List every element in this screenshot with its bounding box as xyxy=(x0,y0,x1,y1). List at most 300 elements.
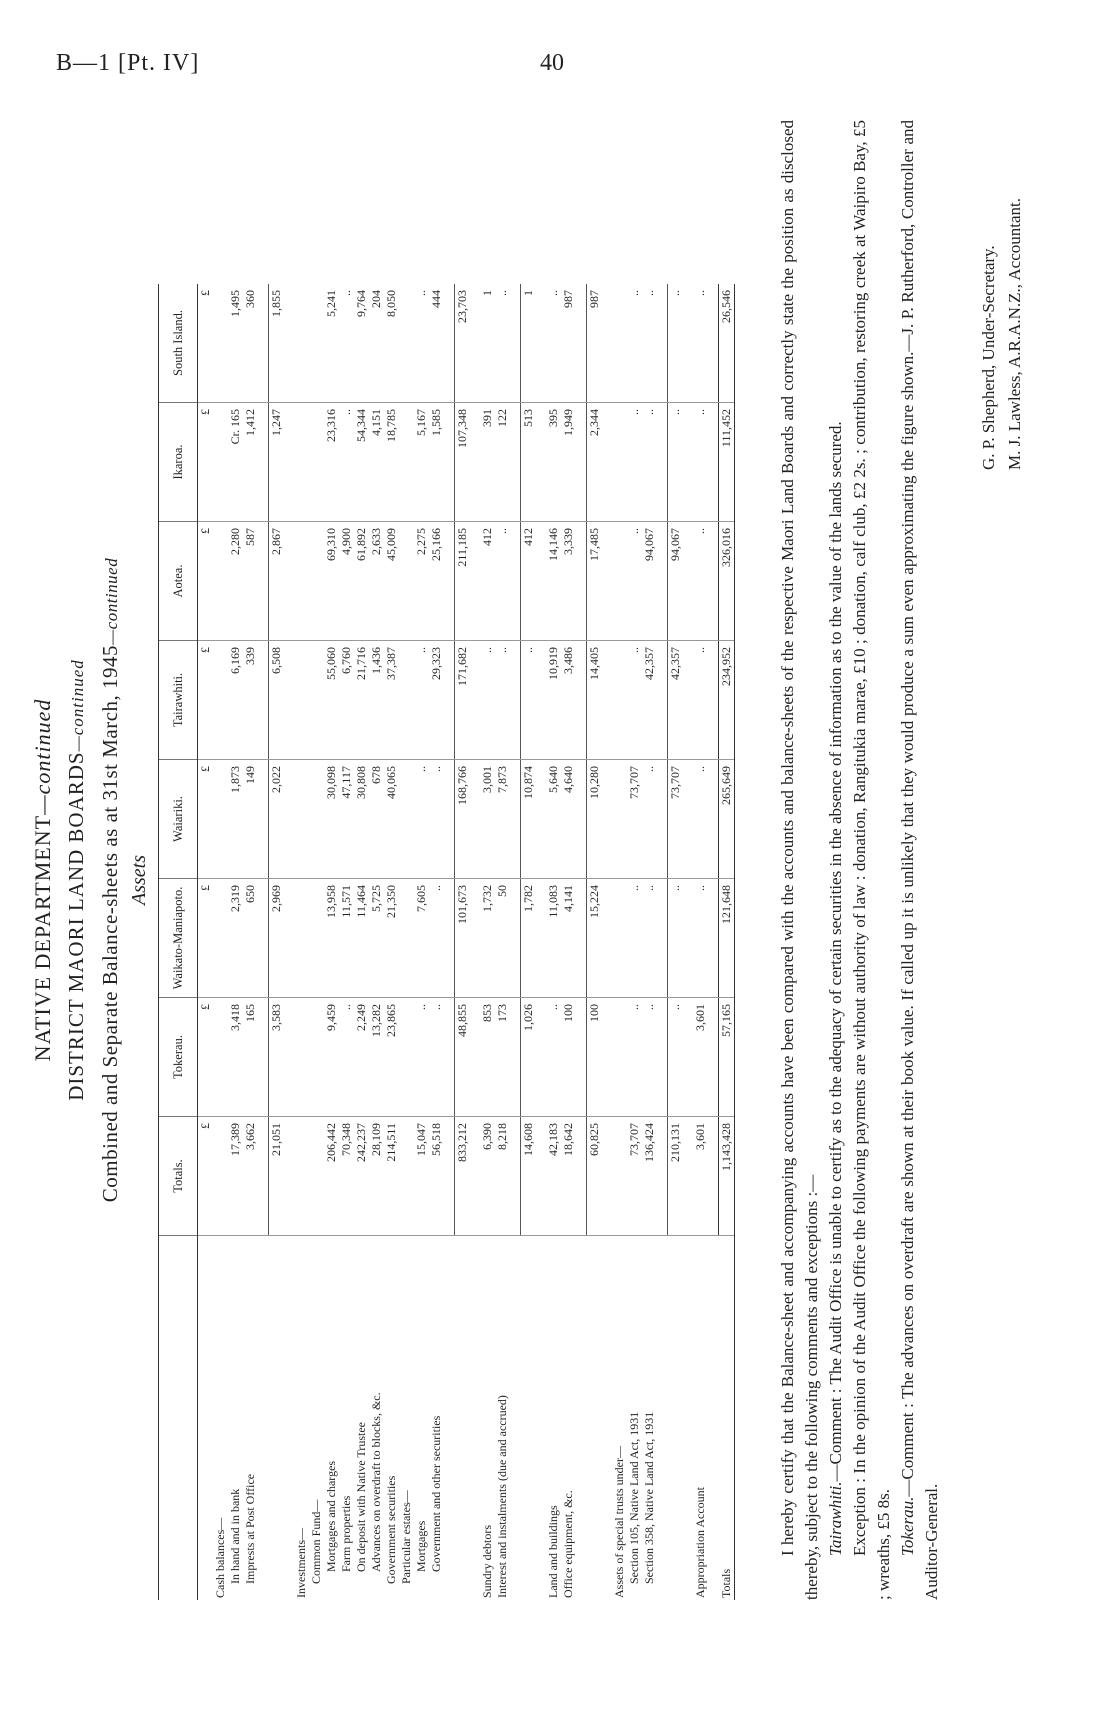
value-cell: 42,357 xyxy=(642,641,657,760)
tairawhiti-label: Tairawhiti. xyxy=(826,1481,845,1556)
table-row xyxy=(612,284,627,1600)
department-heading xyxy=(30,100,56,1660)
value-cell xyxy=(612,1117,627,1236)
value-cell: 1,585 xyxy=(429,403,444,522)
spacer-cell xyxy=(576,760,587,879)
spacer-cell xyxy=(602,998,612,1117)
row-label xyxy=(198,1236,214,1601)
value-cell: 513 xyxy=(521,403,537,522)
row-label: In hand and in bank xyxy=(228,1488,242,1584)
row-label: On deposit with Native Trustee xyxy=(354,1422,368,1572)
value-cell: .. xyxy=(429,760,444,879)
spacer-cell xyxy=(284,641,294,760)
value-cell: .. xyxy=(429,879,444,998)
spacer-cell xyxy=(576,1236,587,1601)
balance-sheet-continued: —continued xyxy=(102,557,121,645)
table-body xyxy=(198,284,735,1600)
value-cell: 168,766 xyxy=(455,760,471,879)
value-cell: 3,486 xyxy=(561,641,576,760)
spacer-cell xyxy=(444,522,455,641)
table-row xyxy=(495,284,510,1600)
spacer-cell xyxy=(536,1117,546,1236)
value-cell: .. xyxy=(642,760,657,879)
table-row xyxy=(657,284,668,1600)
value-cell xyxy=(309,641,324,760)
spacer-cell xyxy=(258,284,269,403)
value-cell: 444 xyxy=(429,284,444,403)
value-cell: 2,633 xyxy=(369,522,384,641)
value-cell: 10,874 xyxy=(521,760,537,879)
page-reference: B—1 [Pt. IV] xyxy=(56,50,200,76)
spacer-cell xyxy=(657,641,668,760)
value-cell: 650 xyxy=(243,879,258,998)
table-row xyxy=(309,284,324,1600)
spacer-cell xyxy=(284,1117,294,1236)
table-row xyxy=(521,284,537,1600)
spacer-cell xyxy=(708,998,719,1117)
value-cell: 6,169 xyxy=(228,641,243,760)
value-cell: 73,707 xyxy=(668,760,684,879)
value-cell: .. xyxy=(668,403,684,522)
value-cell: 1,247 xyxy=(269,403,285,522)
spacer-cell xyxy=(284,879,294,998)
spacer-cell xyxy=(576,1117,587,1236)
table-row xyxy=(429,284,444,1600)
spacer-cell xyxy=(536,403,546,522)
value-cell: 40,065 xyxy=(384,760,399,879)
spacer-cell xyxy=(683,403,693,522)
spacer-cell xyxy=(444,641,455,760)
value-cell: 55,060 xyxy=(324,641,339,760)
value-cell: 6,508 xyxy=(269,641,285,760)
value-cell: .. xyxy=(693,284,708,403)
value-cell xyxy=(309,879,324,998)
value-cell: 42,183 xyxy=(546,1117,561,1236)
column-header: Totals. xyxy=(159,1117,198,1236)
row-label: Particular estates— xyxy=(399,1490,413,1584)
value-cell: 18,785 xyxy=(384,403,399,522)
spacer-cell xyxy=(510,522,521,641)
spacer-cell xyxy=(576,403,587,522)
value-cell: 3,662 xyxy=(243,1117,258,1236)
spacer-cell xyxy=(683,641,693,760)
table-row xyxy=(602,284,612,1600)
table-row xyxy=(642,284,657,1600)
value-cell: 5,725 xyxy=(369,879,384,998)
value-cell: 206,442 xyxy=(324,1117,339,1236)
value-cell xyxy=(612,522,627,641)
value-cell: .. xyxy=(627,284,642,403)
value-cell: 57,165 xyxy=(719,998,735,1117)
spacer-cell xyxy=(444,1117,455,1236)
spacer-cell xyxy=(602,879,612,998)
value-cell: 1,143,428 xyxy=(719,1117,735,1236)
row-label: Sundry debtors xyxy=(480,1525,494,1598)
section-heading: Assets xyxy=(128,855,150,905)
spacer-cell xyxy=(657,522,668,641)
value-cell: .. xyxy=(627,879,642,998)
value-cell: 391 xyxy=(480,403,495,522)
value-cell: 21,051 xyxy=(269,1117,285,1236)
value-cell: 73,707 xyxy=(627,760,642,879)
row-label xyxy=(587,1236,603,1601)
value-cell: 100 xyxy=(561,998,576,1117)
spacer-cell xyxy=(258,403,269,522)
table-row xyxy=(546,284,561,1600)
spacer-cell xyxy=(284,403,294,522)
value-cell: 69,310 xyxy=(324,522,339,641)
spacer-cell xyxy=(510,1117,521,1236)
spacer-cell xyxy=(536,879,546,998)
value-cell: 107,348 xyxy=(455,403,471,522)
value-cell: .. xyxy=(339,403,354,522)
column-header: Waiariki. xyxy=(159,760,198,879)
row-label xyxy=(455,1236,471,1601)
column-header: Tairawhiti. xyxy=(159,641,198,760)
spacer-cell xyxy=(444,879,455,998)
spacer-cell xyxy=(258,998,269,1117)
spacer-cell xyxy=(470,998,480,1117)
value-cell: 4,900 xyxy=(339,522,354,641)
spacer-cell xyxy=(258,1117,269,1236)
value-cell: 54,344 xyxy=(354,403,369,522)
spacer-cell xyxy=(708,284,719,403)
signatures xyxy=(976,198,1028,470)
signature-under-secretary: G. P. Shepherd, Under-Secretary. xyxy=(979,245,998,470)
value-cell: 17,389 xyxy=(228,1117,243,1236)
value-cell: 853 xyxy=(480,998,495,1117)
value-cell: .. xyxy=(693,641,708,760)
value-cell: 60,825 xyxy=(587,1117,603,1236)
table-row xyxy=(354,284,369,1600)
value-cell: 211,185 xyxy=(455,522,471,641)
spacer-cell xyxy=(683,1236,693,1601)
value-cell: 26,546 xyxy=(719,284,735,403)
spacer-cell xyxy=(576,879,587,998)
table-row xyxy=(708,284,719,1600)
table-row xyxy=(561,284,576,1600)
value-cell: .. xyxy=(429,998,444,1117)
value-cell: .. xyxy=(693,879,708,998)
value-cell: 28,109 xyxy=(369,1117,384,1236)
value-cell: £ xyxy=(198,1117,214,1236)
value-cell: .. xyxy=(642,879,657,998)
table-row xyxy=(455,284,471,1600)
value-cell: 1,412 xyxy=(243,403,258,522)
department-continued: —continued xyxy=(30,698,55,815)
value-cell: 111,452 xyxy=(719,403,735,522)
value-cell: .. xyxy=(546,998,561,1117)
value-cell: 987 xyxy=(561,284,576,403)
certificate-tairawhiti xyxy=(824,120,848,1600)
value-cell xyxy=(612,879,627,998)
spacer-cell xyxy=(444,998,455,1117)
value-cell: 121,648 xyxy=(719,879,735,998)
value-cell: 11,083 xyxy=(546,879,561,998)
value-cell: 204 xyxy=(369,284,384,403)
boards-title: DISTRICT MAORI LAND BOARDS xyxy=(64,751,88,1101)
value-cell: 5,640 xyxy=(546,760,561,879)
spacer-cell xyxy=(284,998,294,1117)
value-cell: 2,969 xyxy=(269,879,285,998)
value-cell: 1,436 xyxy=(369,641,384,760)
value-cell xyxy=(399,641,414,760)
value-cell: 234,952 xyxy=(719,641,735,760)
value-cell: .. xyxy=(414,284,429,403)
value-cell xyxy=(294,641,309,760)
table-row xyxy=(444,284,455,1600)
row-label: Investments— xyxy=(294,1528,308,1598)
spacer-cell xyxy=(536,760,546,879)
value-cell: 10,919 xyxy=(546,641,561,760)
value-cell: .. xyxy=(521,641,537,760)
table-row xyxy=(470,284,480,1600)
spacer-cell xyxy=(576,284,587,403)
spacer-cell xyxy=(602,403,612,522)
column-header-label xyxy=(159,1236,198,1601)
spacer-cell xyxy=(708,760,719,879)
value-cell: 122 xyxy=(495,403,510,522)
value-cell: 3,001 xyxy=(480,760,495,879)
value-cell xyxy=(612,403,627,522)
spacer-cell xyxy=(708,1117,719,1236)
spacer-cell xyxy=(510,879,521,998)
spacer-cell xyxy=(708,879,719,998)
row-label xyxy=(269,1236,285,1601)
value-cell: 242,237 xyxy=(354,1117,369,1236)
value-cell: 6,390 xyxy=(480,1117,495,1236)
table-row xyxy=(339,284,354,1600)
row-label: Assets of special trusts under— xyxy=(612,1446,626,1598)
page-number: 40 xyxy=(540,50,564,76)
value-cell: 56,518 xyxy=(429,1117,444,1236)
value-cell: 18,642 xyxy=(561,1117,576,1236)
row-label: Office equipment, &c. xyxy=(561,1490,575,1598)
value-cell xyxy=(399,879,414,998)
spacer-cell xyxy=(510,1236,521,1601)
value-cell: 3,339 xyxy=(561,522,576,641)
value-cell: 50 xyxy=(495,879,510,998)
value-cell: 94,067 xyxy=(668,522,684,641)
value-cell: 29,323 xyxy=(429,641,444,760)
value-cell: 678 xyxy=(369,760,384,879)
value-cell: £ xyxy=(198,760,214,879)
value-cell: £ xyxy=(198,998,214,1117)
spacer-cell xyxy=(444,403,455,522)
value-cell: .. xyxy=(414,998,429,1117)
value-cell: £ xyxy=(198,403,214,522)
value-cell xyxy=(213,641,228,760)
balance-sheet-title: Combined and Separate Balance-sheets as at 31st March, 1945 xyxy=(98,644,122,1203)
value-cell: .. xyxy=(414,641,429,760)
table-row xyxy=(576,284,587,1600)
spacer-cell xyxy=(444,284,455,403)
value-cell: 61,892 xyxy=(354,522,369,641)
table-row xyxy=(510,284,521,1600)
spacer-cell xyxy=(470,522,480,641)
row-label: Advances on overdraft to blocks, &c. xyxy=(369,1392,383,1572)
row-label: Common Fund— xyxy=(309,1499,323,1584)
value-cell: .. xyxy=(668,284,684,403)
value-cell: .. xyxy=(627,403,642,522)
spacer-cell xyxy=(602,522,612,641)
department-title: NATIVE DEPARTMENT xyxy=(30,814,55,1062)
value-cell: 4,640 xyxy=(561,760,576,879)
spacer-cell xyxy=(284,522,294,641)
value-cell: 360 xyxy=(243,284,258,403)
column-header: Aotea. xyxy=(159,522,198,641)
value-cell: 171,682 xyxy=(455,641,471,760)
value-cell: 2,022 xyxy=(269,760,285,879)
value-cell xyxy=(612,284,627,403)
spacer-cell xyxy=(444,760,455,879)
spacer-cell xyxy=(683,1117,693,1236)
spacer-cell xyxy=(708,522,719,641)
value-cell xyxy=(399,998,414,1117)
value-cell: 1,855 xyxy=(269,284,285,403)
spacer-cell xyxy=(258,641,269,760)
value-cell: .. xyxy=(627,641,642,760)
value-cell xyxy=(213,879,228,998)
row-label: Government securities xyxy=(384,1475,398,1584)
spacer-cell xyxy=(683,522,693,641)
spacer-cell xyxy=(576,522,587,641)
value-cell: 265,649 xyxy=(719,760,735,879)
value-cell: 2,344 xyxy=(587,403,603,522)
spacer-cell xyxy=(602,284,612,403)
value-cell xyxy=(399,760,414,879)
value-cell: 25,166 xyxy=(429,522,444,641)
value-cell: 45,009 xyxy=(384,522,399,641)
value-cell: 2,319 xyxy=(228,879,243,998)
value-cell xyxy=(213,760,228,879)
row-label: Section 105, Native Land Act, 1931 xyxy=(627,1411,641,1584)
value-cell: 1 xyxy=(521,284,537,403)
value-cell: 48,855 xyxy=(455,998,471,1117)
spacer-cell xyxy=(470,641,480,760)
value-cell xyxy=(294,522,309,641)
value-cell: 13,958 xyxy=(324,879,339,998)
value-cell: Cr. 165 xyxy=(228,403,243,522)
signature-accountant: M. J. Lawless, A.R.A.N.Z., Accountant. xyxy=(1005,198,1024,470)
value-cell: 5,167 xyxy=(414,403,429,522)
value-cell: 14,405 xyxy=(587,641,603,760)
column-header: Tokerau. xyxy=(159,998,198,1117)
spacer-cell xyxy=(683,284,693,403)
table-row xyxy=(213,284,228,1600)
table-row xyxy=(258,284,269,1600)
spacer-cell xyxy=(284,760,294,879)
value-cell xyxy=(213,403,228,522)
value-cell: £ xyxy=(198,284,214,403)
value-cell: 9,459 xyxy=(324,998,339,1117)
value-cell xyxy=(309,1117,324,1236)
value-cell: .. xyxy=(546,284,561,403)
value-cell: 23,316 xyxy=(324,403,339,522)
value-cell: 395 xyxy=(546,403,561,522)
value-cell: 30,098 xyxy=(324,760,339,879)
value-cell: 2,867 xyxy=(269,522,285,641)
spacer-cell xyxy=(657,1117,668,1236)
spacer-cell xyxy=(258,760,269,879)
value-cell xyxy=(213,998,228,1117)
value-cell: 1,026 xyxy=(521,998,537,1117)
spacer-cell xyxy=(657,284,668,403)
spacer-cell xyxy=(470,403,480,522)
value-cell xyxy=(309,284,324,403)
row-label: Farm properties xyxy=(339,1495,353,1572)
value-cell: 1 xyxy=(480,284,495,403)
value-cell: 210,131 xyxy=(668,1117,684,1236)
table-row xyxy=(284,284,294,1600)
balance-sheet-heading xyxy=(98,100,123,1660)
value-cell: 37,387 xyxy=(384,641,399,760)
spacer-cell xyxy=(258,522,269,641)
row-label: Land and buildings xyxy=(546,1505,560,1598)
spacer-cell xyxy=(683,998,693,1117)
spacer-cell xyxy=(510,641,521,760)
spacer-cell xyxy=(536,998,546,1117)
value-cell: 2,275 xyxy=(414,522,429,641)
table-row xyxy=(668,284,684,1600)
value-cell: 5,241 xyxy=(324,284,339,403)
value-cell xyxy=(309,403,324,522)
value-cell: 2,249 xyxy=(354,998,369,1117)
value-cell xyxy=(294,879,309,998)
row-label: Mortgages and charges xyxy=(324,1460,338,1572)
value-cell: 7,873 xyxy=(495,760,510,879)
column-header: Ikaroa. xyxy=(159,403,198,522)
value-cell xyxy=(399,1117,414,1236)
spacer-cell xyxy=(683,879,693,998)
spacer-cell xyxy=(284,284,294,403)
value-cell xyxy=(399,403,414,522)
value-cell: 30,808 xyxy=(354,760,369,879)
spacer-cell xyxy=(284,1236,294,1601)
value-cell: 136,424 xyxy=(642,1117,657,1236)
spacer-cell xyxy=(444,1236,455,1601)
value-cell: 4,141 xyxy=(561,879,576,998)
row-label xyxy=(668,1236,684,1601)
spacer-cell xyxy=(536,1236,546,1601)
value-cell: 412 xyxy=(521,522,537,641)
table-row xyxy=(536,284,546,1600)
table-row xyxy=(399,284,414,1600)
spacer-cell xyxy=(657,1236,668,1601)
value-cell: 1,732 xyxy=(480,879,495,998)
value-cell: 42,357 xyxy=(668,641,684,760)
value-cell xyxy=(213,1117,228,1236)
spacer-cell xyxy=(657,879,668,998)
value-cell: 21,350 xyxy=(384,879,399,998)
value-cell: 326,016 xyxy=(719,522,735,641)
value-cell: 15,047 xyxy=(414,1117,429,1236)
row-label: Interest and instalments (due and accrued) xyxy=(495,1395,509,1598)
value-cell xyxy=(213,284,228,403)
table-row xyxy=(384,284,399,1600)
value-cell: .. xyxy=(339,284,354,403)
spacer-cell xyxy=(683,760,693,879)
spacer-cell xyxy=(708,1236,719,1601)
row-label: Government and other securities xyxy=(429,1415,443,1572)
spacer-cell xyxy=(576,641,587,760)
spacer-cell xyxy=(657,403,668,522)
row-label xyxy=(521,1236,537,1601)
row-label: Appropriation Account xyxy=(693,1487,707,1598)
value-cell: £ xyxy=(198,522,214,641)
value-cell: .. xyxy=(642,284,657,403)
value-cell xyxy=(309,522,324,641)
